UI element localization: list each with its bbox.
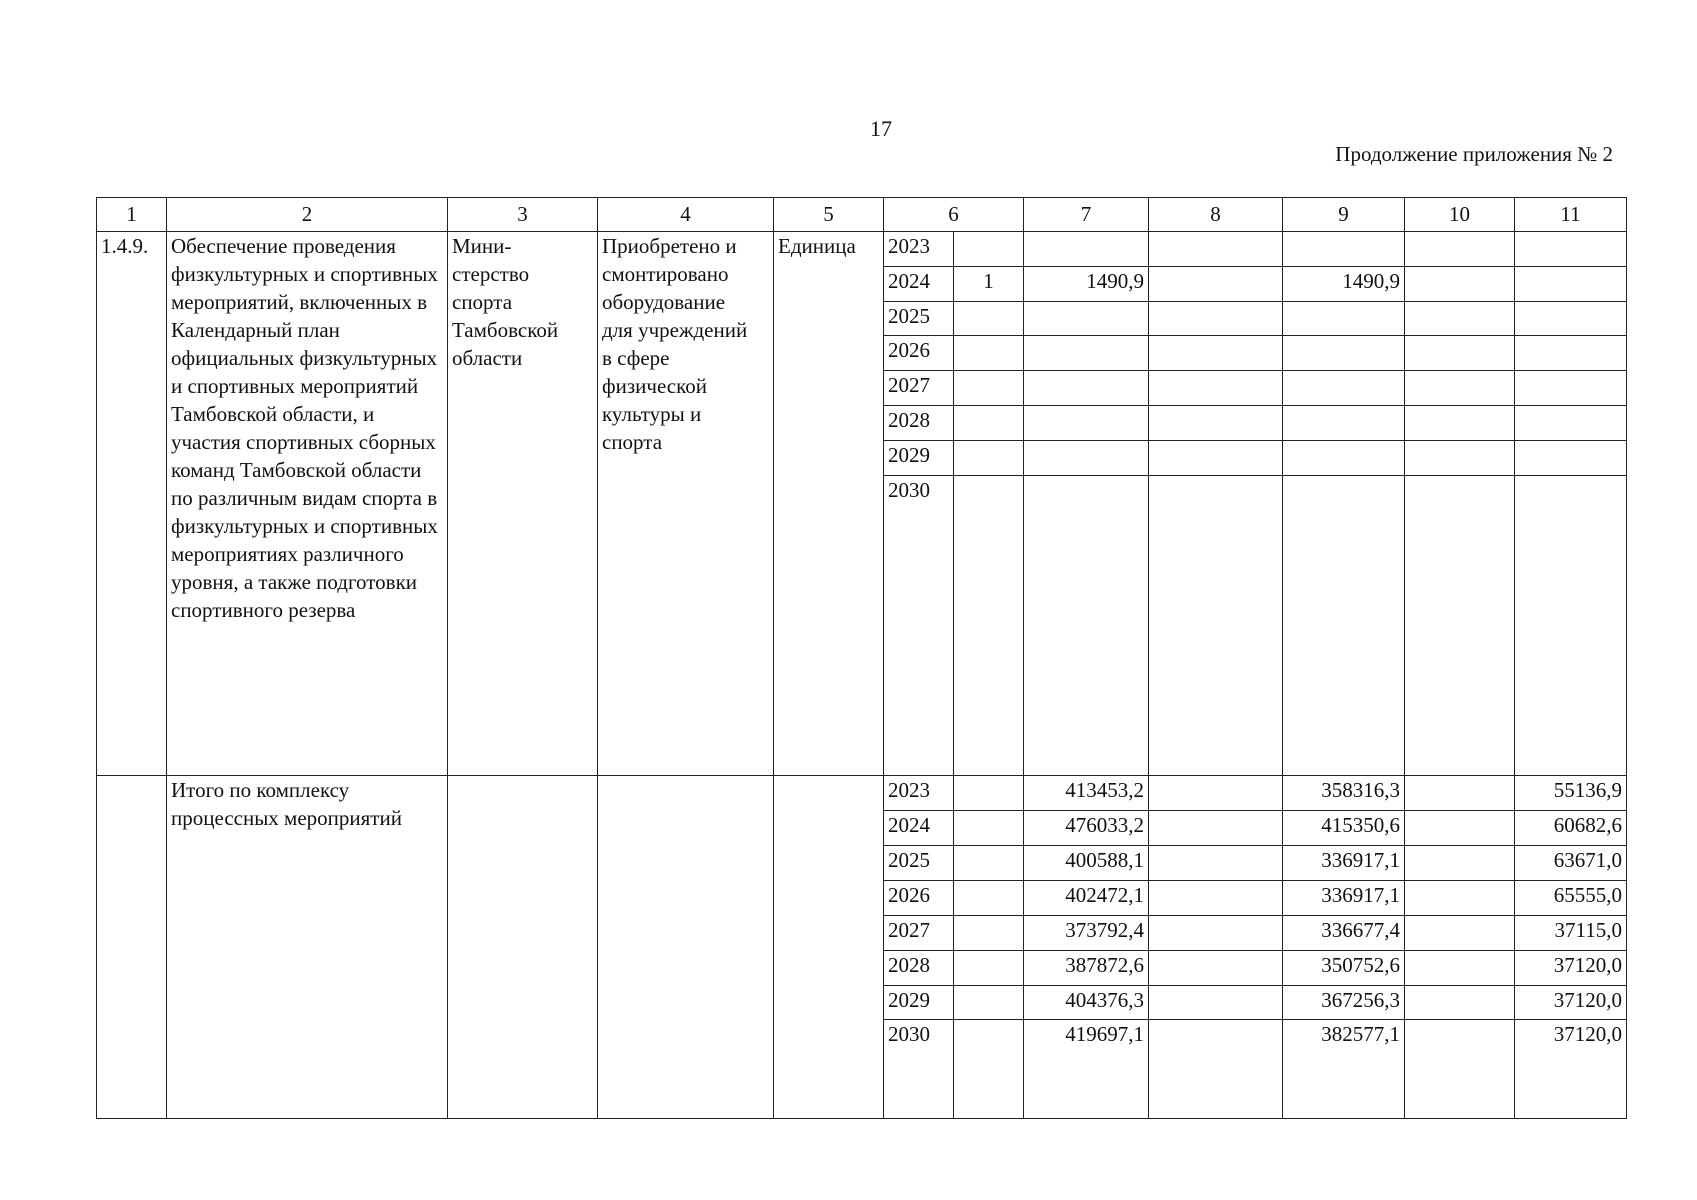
value-cell bbox=[1405, 231, 1515, 266]
year-cell: 2025 bbox=[884, 301, 954, 336]
value-cell: 65555,0 bbox=[1515, 880, 1627, 915]
value-cell bbox=[1149, 880, 1283, 915]
header-cell: 3 bbox=[448, 198, 598, 232]
year-cell: 2029 bbox=[884, 441, 954, 476]
table-row bbox=[97, 776, 1627, 811]
year-cell: 2029 bbox=[884, 985, 954, 1020]
value-cell bbox=[1283, 231, 1405, 266]
quantity-cell bbox=[954, 371, 1024, 406]
value-cell bbox=[1149, 301, 1283, 336]
quantity-cell bbox=[954, 1020, 1024, 1119]
quantity-cell bbox=[954, 985, 1024, 1020]
year-cell: 2027 bbox=[884, 371, 954, 406]
value-cell bbox=[1515, 266, 1627, 301]
value-cell bbox=[1405, 301, 1515, 336]
value-cell: 37115,0 bbox=[1515, 915, 1627, 950]
quantity-cell bbox=[954, 301, 1024, 336]
value-cell bbox=[1024, 475, 1149, 776]
value-cell: 1490,9 bbox=[1024, 266, 1149, 301]
value-cell: 63671,0 bbox=[1515, 846, 1627, 881]
value-cell bbox=[1405, 985, 1515, 1020]
value-cell bbox=[1283, 336, 1405, 371]
value-cell bbox=[1405, 776, 1515, 811]
value-cell bbox=[1149, 406, 1283, 441]
value-cell: 382577,1 bbox=[1283, 1020, 1405, 1119]
quantity-cell bbox=[954, 441, 1024, 476]
page-number: 17 bbox=[870, 116, 892, 141]
item-name: Обеспечение проведения физкультурных и спортивных мероприятий, включенных в Календарный план официальных физкультурных и спортивных мероприятий Тамбовской области, и участия спортивных сборных команд Тамбовской области по различным видам спорта в физкультурных и спортивных мероприятиях различного уровня, а также подготовки спортивного резерва bbox=[167, 231, 448, 776]
quantity-cell bbox=[954, 950, 1024, 985]
value-cell bbox=[1515, 301, 1627, 336]
value-cell bbox=[1515, 475, 1627, 776]
quantity-cell bbox=[954, 811, 1024, 846]
value-cell bbox=[1149, 915, 1283, 950]
value-cell bbox=[1283, 371, 1405, 406]
value-cell bbox=[1149, 475, 1283, 776]
quantity-cell bbox=[954, 776, 1024, 811]
year-cell: 2025 bbox=[884, 846, 954, 881]
header-cell: 1 bbox=[97, 198, 167, 232]
header-cell: 11 bbox=[1515, 198, 1627, 232]
empty-cell bbox=[598, 776, 774, 1119]
value-cell: 37120,0 bbox=[1515, 1020, 1627, 1119]
value-cell bbox=[1149, 1020, 1283, 1119]
empty-cell bbox=[774, 776, 884, 1119]
value-cell bbox=[1515, 406, 1627, 441]
header-cell: 7 bbox=[1024, 198, 1149, 232]
year-cell: 2024 bbox=[884, 811, 954, 846]
value-cell bbox=[1405, 475, 1515, 776]
value-cell bbox=[1149, 266, 1283, 301]
value-cell: 336917,1 bbox=[1283, 880, 1405, 915]
value-cell bbox=[1149, 950, 1283, 985]
value-cell: 358316,3 bbox=[1283, 776, 1405, 811]
value-cell bbox=[1405, 406, 1515, 441]
value-cell: 55136,9 bbox=[1515, 776, 1627, 811]
year-cell: 2023 bbox=[884, 776, 954, 811]
value-cell bbox=[1283, 441, 1405, 476]
value-cell bbox=[1149, 441, 1283, 476]
value-cell bbox=[1405, 915, 1515, 950]
value-cell bbox=[1024, 336, 1149, 371]
year-cell: 2030 bbox=[884, 1020, 954, 1119]
value-cell bbox=[1024, 371, 1149, 406]
quantity-cell: 1 bbox=[954, 266, 1024, 301]
value-cell bbox=[1149, 231, 1283, 266]
value-cell bbox=[1149, 371, 1283, 406]
header-cell: 8 bbox=[1149, 198, 1283, 232]
value-cell: 350752,6 bbox=[1283, 950, 1405, 985]
value-cell: 336677,4 bbox=[1283, 915, 1405, 950]
empty-cell bbox=[97, 776, 167, 1119]
value-cell: 476033,2 bbox=[1024, 811, 1149, 846]
year-cell: 2024 bbox=[884, 266, 954, 301]
value-cell: 419697,1 bbox=[1024, 1020, 1149, 1119]
value-cell: 373792,4 bbox=[1024, 915, 1149, 950]
value-cell bbox=[1024, 441, 1149, 476]
value-cell bbox=[1405, 811, 1515, 846]
result-cell: Приобретено и смонтировано оборудование для учреждений в сфере физической культуры и спорта bbox=[598, 231, 774, 776]
header-cell: 4 bbox=[598, 198, 774, 232]
header-row bbox=[97, 198, 1627, 232]
value-cell bbox=[1149, 336, 1283, 371]
year-cell: 2028 bbox=[884, 950, 954, 985]
value-cell bbox=[1024, 231, 1149, 266]
value-cell bbox=[1283, 406, 1405, 441]
value-cell bbox=[1283, 301, 1405, 336]
value-cell bbox=[1024, 301, 1149, 336]
empty-cell bbox=[448, 776, 598, 1119]
quantity-cell bbox=[954, 475, 1024, 776]
value-cell bbox=[1149, 776, 1283, 811]
value-cell: 415350,6 bbox=[1283, 811, 1405, 846]
value-cell: 402472,1 bbox=[1024, 880, 1149, 915]
value-cell bbox=[1405, 950, 1515, 985]
responsible-cell: Мини- стерство спорта Тамбовской области bbox=[448, 231, 598, 776]
value-cell: 413453,2 bbox=[1024, 776, 1149, 811]
value-cell bbox=[1405, 880, 1515, 915]
value-cell bbox=[1515, 441, 1627, 476]
year-cell: 2026 bbox=[884, 336, 954, 371]
value-cell: 37120,0 bbox=[1515, 950, 1627, 985]
value-cell: 336917,1 bbox=[1283, 846, 1405, 881]
unit-cell: Единица bbox=[774, 231, 884, 776]
quantity-cell bbox=[954, 406, 1024, 441]
value-cell bbox=[1405, 266, 1515, 301]
value-cell bbox=[1149, 985, 1283, 1020]
quantity-cell bbox=[954, 231, 1024, 266]
value-cell: 37120,0 bbox=[1515, 985, 1627, 1020]
value-cell bbox=[1024, 406, 1149, 441]
header-cell: 5 bbox=[774, 198, 884, 232]
value-cell bbox=[1283, 475, 1405, 776]
quantity-cell bbox=[954, 880, 1024, 915]
value-cell bbox=[1405, 846, 1515, 881]
year-cell: 2027 bbox=[884, 915, 954, 950]
header-cell: 6 bbox=[884, 198, 1024, 232]
total-name: Итого по комплексу процессных мероприятий bbox=[167, 776, 448, 1119]
value-cell bbox=[1405, 371, 1515, 406]
value-cell: 387872,6 bbox=[1024, 950, 1149, 985]
quantity-cell bbox=[954, 915, 1024, 950]
year-cell: 2023 bbox=[884, 231, 954, 266]
year-cell: 2028 bbox=[884, 406, 954, 441]
table-row bbox=[97, 231, 1627, 266]
quantity-cell bbox=[954, 846, 1024, 881]
value-cell: 404376,3 bbox=[1024, 985, 1149, 1020]
year-cell: 2030 bbox=[884, 475, 954, 776]
value-cell bbox=[1149, 811, 1283, 846]
header-cell: 10 bbox=[1405, 198, 1515, 232]
value-cell bbox=[1515, 231, 1627, 266]
value-cell bbox=[1515, 336, 1627, 371]
data-table bbox=[96, 197, 1627, 1119]
year-cell: 2026 bbox=[884, 880, 954, 915]
header-cell: 9 bbox=[1283, 198, 1405, 232]
appendix-note: Продолжение приложения № 2 bbox=[1335, 142, 1613, 166]
value-cell bbox=[1405, 441, 1515, 476]
value-cell: 367256,3 bbox=[1283, 985, 1405, 1020]
value-cell: 400588,1 bbox=[1024, 846, 1149, 881]
item-code: 1.4.9. bbox=[97, 231, 167, 776]
value-cell bbox=[1149, 846, 1283, 881]
value-cell: 1490,9 bbox=[1283, 266, 1405, 301]
value-cell: 60682,6 bbox=[1515, 811, 1627, 846]
value-cell bbox=[1405, 336, 1515, 371]
quantity-cell bbox=[954, 336, 1024, 371]
value-cell bbox=[1405, 1020, 1515, 1119]
value-cell bbox=[1515, 371, 1627, 406]
header-cell: 2 bbox=[167, 198, 448, 232]
